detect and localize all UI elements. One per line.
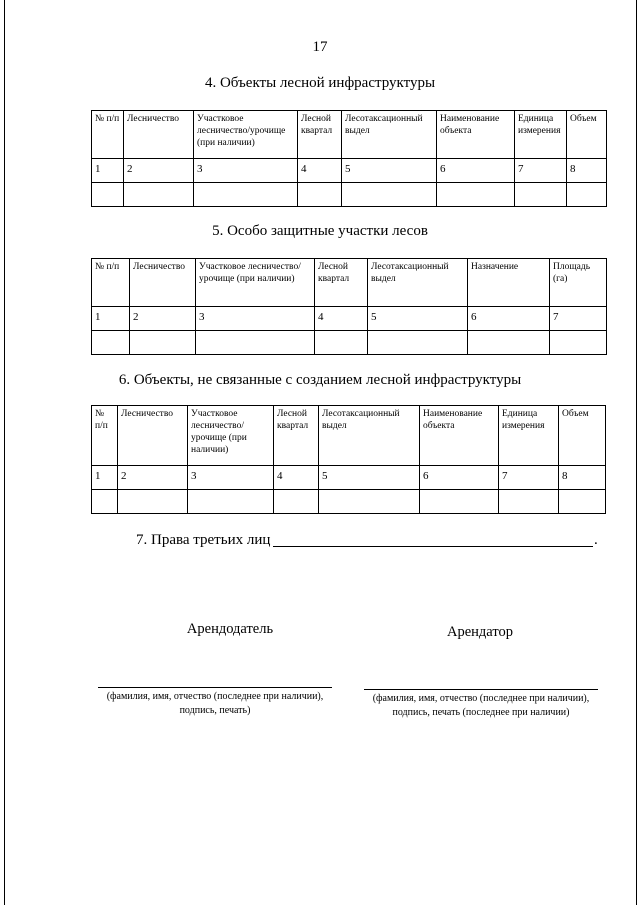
header-cell: № п/п	[92, 259, 130, 307]
column-number: 3	[196, 307, 315, 331]
header-cell: Лесотаксационный выдел	[342, 111, 437, 159]
empty-cell[interactable]	[92, 331, 130, 355]
header-cell: Лесотаксационный выдел	[319, 406, 420, 466]
empty-cell[interactable]	[515, 183, 567, 207]
third-party-rights-field[interactable]	[273, 546, 593, 547]
header-cell: Лесной квартал	[298, 111, 342, 159]
section6-table	[91, 405, 606, 514]
lessor-caption-line1: (фамилия, имя, отчество (последнее при наличии),	[106, 691, 324, 702]
empty-cell[interactable]	[319, 490, 420, 514]
column-number: 2	[130, 307, 196, 331]
section4-number-row	[92, 159, 607, 183]
column-number: 5	[319, 466, 420, 490]
header-cell: Участковое лесничество/ урочище (при наличии)	[188, 406, 274, 466]
column-number: 1	[92, 307, 130, 331]
section5-table	[91, 258, 607, 355]
empty-cell[interactable]	[124, 183, 194, 207]
header-cell: Объем	[567, 111, 607, 159]
lessee-caption	[350, 692, 612, 720]
lessee-signature-line[interactable]	[364, 689, 598, 690]
section7-title: 7. Права третьих лиц	[136, 532, 271, 548]
header-cell: Участковое лесничество/урочище (при наличии)	[196, 259, 315, 307]
section5-empty-row	[92, 331, 607, 355]
header-cell: Лесничество	[118, 406, 188, 466]
header-cell: Площадь (га)	[550, 259, 607, 307]
header-cell: № п/п	[92, 406, 118, 466]
empty-cell[interactable]	[368, 331, 468, 355]
section6-empty-row	[92, 490, 606, 514]
empty-cell[interactable]	[567, 183, 607, 207]
column-number: 8	[559, 466, 606, 490]
empty-cell[interactable]	[92, 490, 118, 514]
empty-cell[interactable]	[559, 490, 606, 514]
lessor-caption	[86, 690, 344, 718]
empty-cell[interactable]	[118, 490, 188, 514]
header-cell: Лесничество	[130, 259, 196, 307]
header-cell: Единица измерения	[499, 406, 559, 466]
column-number: 7	[515, 159, 567, 183]
section7-end-mark: .	[594, 532, 598, 548]
column-number: 1	[92, 466, 118, 490]
empty-cell[interactable]	[437, 183, 515, 207]
column-number: 6	[420, 466, 499, 490]
header-cell: Единица измерения	[515, 111, 567, 159]
page-border-left	[4, 0, 5, 905]
header-cell: № п/п	[92, 111, 124, 159]
column-number: 2	[118, 466, 188, 490]
empty-cell[interactable]	[92, 183, 124, 207]
empty-cell[interactable]	[420, 490, 499, 514]
header-cell: Лесной квартал	[274, 406, 319, 466]
column-number: 6	[437, 159, 515, 183]
section4-header-row	[92, 111, 607, 159]
lessee-role: Арендатор	[446, 624, 513, 640]
header-cell: Наименование объекта	[420, 406, 499, 466]
lessor-role: Арендодатель	[186, 621, 274, 637]
column-number: 2	[124, 159, 194, 183]
column-number: 7	[499, 466, 559, 490]
column-number: 5	[368, 307, 468, 331]
lessee-caption-line2: подпись, печать (последнее при наличии)	[392, 707, 570, 718]
page-number: 17	[312, 39, 328, 55]
section4-table	[91, 110, 607, 207]
column-number: 4	[315, 307, 368, 331]
empty-cell[interactable]	[468, 331, 550, 355]
section6-number-row	[92, 466, 606, 490]
column-number: 8	[567, 159, 607, 183]
empty-cell[interactable]	[188, 490, 274, 514]
empty-cell[interactable]	[550, 331, 607, 355]
section6-title: 6. Объекты, не связанные с созданием лесной инфраструктуры	[118, 372, 522, 388]
section4-empty-row	[92, 183, 607, 207]
column-number: 6	[468, 307, 550, 331]
lessor-signature-line[interactable]	[98, 687, 332, 688]
section5-number-row	[92, 307, 607, 331]
lessor-caption-line2: подпись, печать)	[179, 705, 251, 716]
empty-cell[interactable]	[196, 331, 315, 355]
empty-cell[interactable]	[342, 183, 437, 207]
page-border-right	[636, 0, 637, 905]
header-cell: Лесотаксационный выдел	[368, 259, 468, 307]
header-cell: Участковое лесничество/урочище (при наличии)	[194, 111, 298, 159]
empty-cell[interactable]	[274, 490, 319, 514]
column-number: 3	[188, 466, 274, 490]
column-number: 4	[298, 159, 342, 183]
empty-cell[interactable]	[315, 331, 368, 355]
lessee-caption-line1: (фамилия, имя, отчество (последнее при наличии),	[372, 693, 590, 704]
column-number: 1	[92, 159, 124, 183]
header-cell: Лесничество	[124, 111, 194, 159]
column-number: 4	[274, 466, 319, 490]
section5-header-row	[92, 259, 607, 307]
column-number: 3	[194, 159, 298, 183]
header-cell: Объем	[559, 406, 606, 466]
section6-header-row	[92, 406, 606, 466]
empty-cell[interactable]	[298, 183, 342, 207]
column-number: 5	[342, 159, 437, 183]
empty-cell[interactable]	[194, 183, 298, 207]
section5-title: 5. Особо защитные участки лесов	[212, 223, 428, 239]
section4-title: 4. Объекты лесной инфраструктуры	[204, 75, 436, 91]
empty-cell[interactable]	[499, 490, 559, 514]
header-cell: Назначение	[468, 259, 550, 307]
column-number: 7	[550, 307, 607, 331]
header-cell: Наименование объекта	[437, 111, 515, 159]
header-cell: Лесной квартал	[315, 259, 368, 307]
empty-cell[interactable]	[130, 331, 196, 355]
